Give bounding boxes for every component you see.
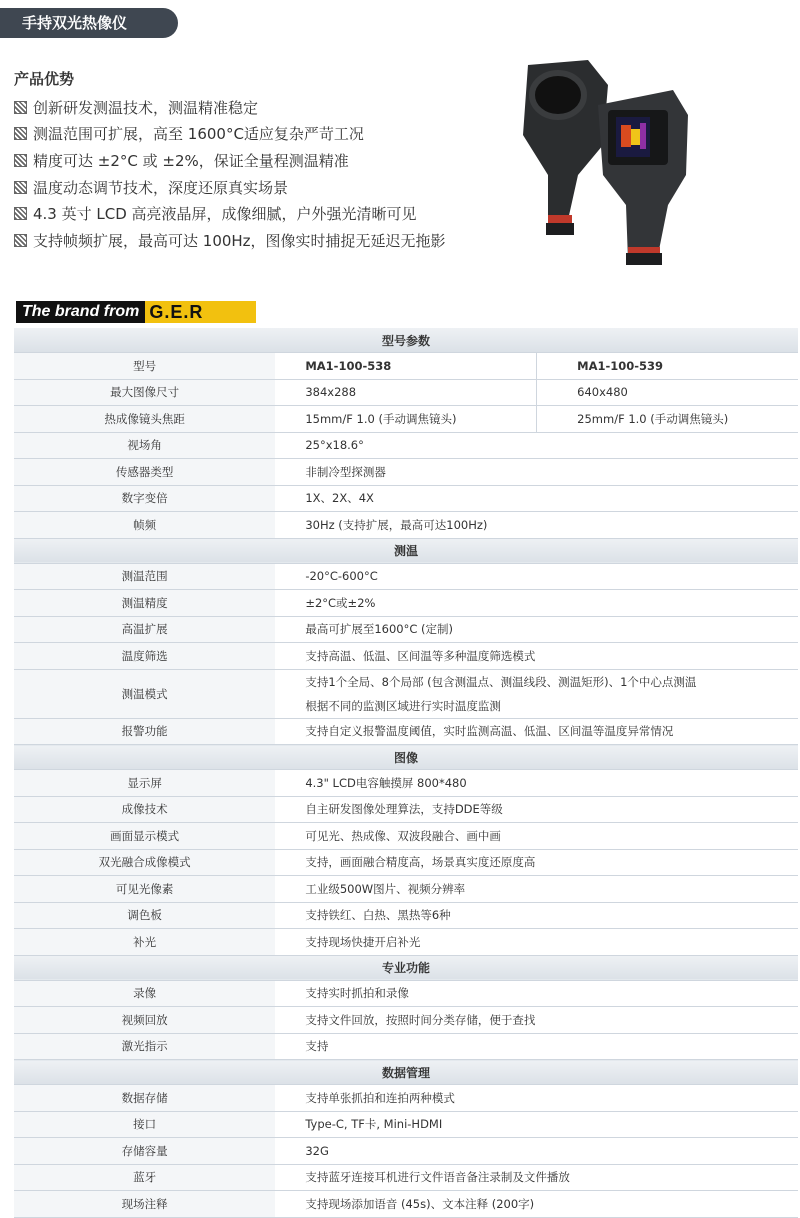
table-row: 测温精度 ±2°C或±2% [14,590,798,617]
table-row: 接口 Type-C, TF卡, Mini-HDMI [14,1111,798,1138]
advantage-item: 创新研发测温技术，测温精准稳定 [14,94,514,121]
brand-banner [16,301,256,323]
table-row: 型号 MA1-100-538 MA1-100-539 [14,353,798,380]
advantage-item: 测温范围可扩展，高至 1600°C适应复杂严苛工况 [14,121,514,148]
table-row: 显示屏 4.3" LCD电容触摸屏 800*480 [14,770,798,797]
table-row: 成像技术 自主研发图像处理算法，支持DDE等级 [14,796,798,823]
table-row: 数字变倍 1X、2X、4X [14,485,798,512]
table-row: 调色板 支持铁红、白热、黑热等6种 [14,902,798,929]
advantage-item: 温度动态调节技术，深度还原真实场景 [14,174,514,201]
thermal-camera-image [508,55,698,280]
table-row: 报警功能 支持自定义报警温度阈值，实时监测高温、低温、区间温等温度异常情况 [14,718,798,745]
page-title: 手持双光热像仪 [0,8,178,38]
table-row: 视场角 25°x18.6° [14,432,798,459]
section-header: 测温 [14,538,798,563]
table-row: 帧频 30Hz (支持扩展，最高可达100Hz) [14,512,798,539]
table-row: 画面显示模式 可见光、热成像、双波段融合、画中画 [14,823,798,850]
table-row: 测温模式 支持1个全局、8个局部 (包含测温点、测温线段、测温矩形)、1个中心点测温 根据不同的监测区域进行实时温度监测 [14,669,798,718]
advantages-title: 产品优势 [14,70,75,88]
advantage-item: 4.3 英寸 LCD 高亮液晶屏，成像细腻，户外强光清晰可见 [14,200,514,227]
hatch-bullet-icon [14,101,27,114]
table-row: 测温范围 -20°C-600°C [14,563,798,590]
hatch-bullet-icon [14,127,27,140]
brand-prefix: The brand from [16,301,145,323]
hatch-bullet-icon [14,181,27,194]
table-row: 数据存储 支持单张抓拍和连拍两种模式 [14,1085,798,1112]
brand-name: G.E.R [149,301,204,322]
advantage-item: 支持帧频扩展，最高可达 100Hz，图像实时捕捉无延迟无拖影 [14,227,514,254]
table-row: 热成像镜头焦距 15mm/F 1.0 (手动调焦镜头) 25mm/F 1.0 (手动调焦镜头) [14,406,798,433]
section-header: 专业功能 [14,955,798,980]
advantage-item: 精度可达 ±2°C 或 ±2%，保证全量程测温精准 [14,147,514,174]
table-row: 补光 支持现场快捷开启补光 [14,929,798,956]
table-row: 激光指示 支持 [14,1033,798,1060]
table-row: 高温扩展 最高可扩展至1600°C (定制) [14,616,798,643]
table-row: 最大图像尺寸 384x288 640x480 [14,379,798,406]
section-header: 型号参数 [14,328,798,353]
table-row: 可见光像素 工业级500W图片、视频分辨率 [14,876,798,903]
hatch-bullet-icon [14,154,27,167]
hatch-bullet-icon [14,234,27,247]
advantages-section [14,68,514,254]
spec-table [14,328,798,1218]
section-header: 图像 [14,745,798,770]
table-row: 双光融合成像模式 支持，画面融合精度高，场景真实度还原度高 [14,849,798,876]
table-row: 传感器类型 非制冷型探测器 [14,459,798,486]
table-row: 蓝牙 支持蓝牙连接耳机进行文件语音备注录制及文件播放 [14,1164,798,1191]
section-header: 数据管理 [14,1060,798,1085]
table-row: 录像 支持实时抓拍和录像 [14,980,798,1007]
table-row: 视频回放 支持文件回放，按照时间分类存储，便于查找 [14,1007,798,1034]
table-row: 现场注释 支持现场添加语音 (45s)、文本注释 (200字) [14,1191,798,1218]
hatch-bullet-icon [14,207,27,220]
table-row: 温度筛选 支持高温、低温、区间温等多种温度筛选模式 [14,643,798,670]
table-row: 存储容量 32G [14,1138,798,1165]
